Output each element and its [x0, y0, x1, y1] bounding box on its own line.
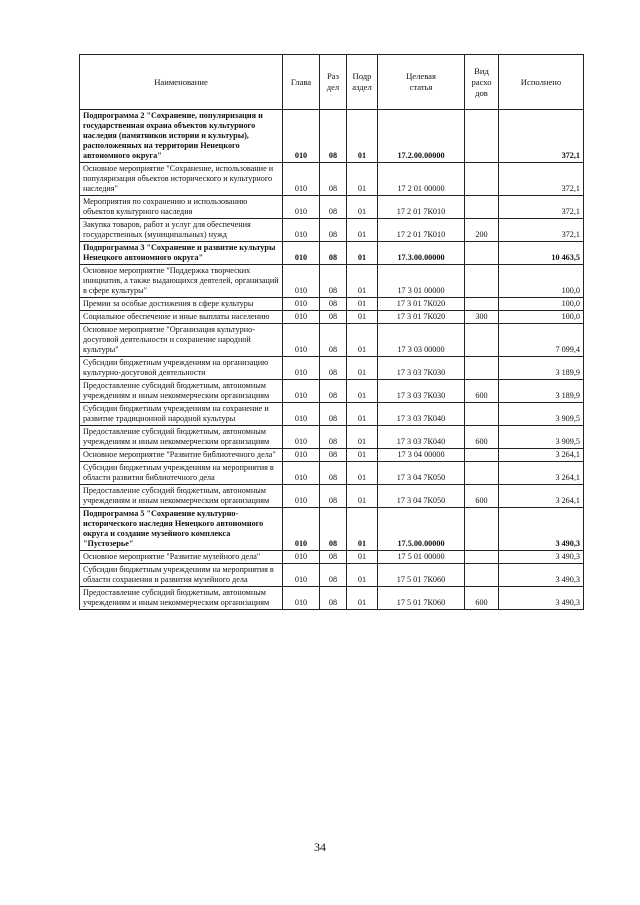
cell-glava: 010	[283, 110, 320, 163]
cell-glava: 010	[283, 449, 320, 462]
cell-target: 17 2 01 7К010	[378, 219, 465, 242]
table-row	[80, 485, 584, 508]
cell-done: 3 490,3	[499, 564, 584, 587]
cell-done: 3 189,9	[499, 357, 584, 380]
table-body	[80, 110, 584, 610]
cell-podrazdel: 01	[347, 357, 378, 380]
cell-podrazdel: 01	[347, 110, 378, 163]
cell-name: Субсидии бюджетным учреждениям на организацию культурно-досуговой деятельности	[80, 357, 283, 380]
cell-glava: 010	[283, 587, 320, 610]
cell-name: Основное мероприятие "Развитие музейного дела"	[80, 551, 283, 564]
cell-podrazdel: 01	[347, 449, 378, 462]
table-row	[80, 462, 584, 485]
cell-target: 17 3 03 7К030	[378, 357, 465, 380]
table-row	[80, 311, 584, 324]
cell-name: Премии за особые достижения в сфере культуры	[80, 298, 283, 311]
cell-razdel: 08	[320, 380, 347, 403]
cell-name: Подпрограмма 2 "Сохранение, популяризация и государственная охрана объектов культурного наследия (памятников истории и культуры), расположенных на территории Ненецкого автономного округа"	[80, 110, 283, 163]
cell-podrazdel: 01	[347, 324, 378, 357]
cell-glava: 010	[283, 508, 320, 551]
cell-target: 17.3.00.00000	[378, 242, 465, 265]
cell-glava: 010	[283, 426, 320, 449]
cell-done: 372,1	[499, 219, 584, 242]
cell-done: 3 909,5	[499, 403, 584, 426]
cell-target: 17 3 03 7К030	[378, 380, 465, 403]
cell-podrazdel: 01	[347, 403, 378, 426]
cell-done: 3 490,3	[499, 587, 584, 610]
cell-podrazdel: 01	[347, 196, 378, 219]
cell-name: Основное мероприятие "Организация культурно-досуговой деятельности и сохранение народной культуры"	[80, 324, 283, 357]
cell-done: 372,1	[499, 196, 584, 219]
cell-name: Закупка товаров, работ и услуг для обеспечения государственных (муниципальных) нужд	[80, 219, 283, 242]
table-row	[80, 242, 584, 265]
cell-glava: 010	[283, 462, 320, 485]
cell-vid: 200	[465, 219, 499, 242]
cell-razdel: 08	[320, 110, 347, 163]
cell-podrazdel: 01	[347, 298, 378, 311]
cell-name: Предоставление субсидий бюджетным, автономным учреждениям и иным некоммерческим организациям	[80, 587, 283, 610]
cell-glava: 010	[283, 380, 320, 403]
cell-name: Субсидии бюджетным учреждениям на мероприятия в области сохранения и развития музейного дела	[80, 564, 283, 587]
cell-podrazdel: 01	[347, 311, 378, 324]
table-row	[80, 357, 584, 380]
cell-done: 3 909,5	[499, 426, 584, 449]
cell-glava: 010	[283, 311, 320, 324]
cell-vid	[465, 265, 499, 298]
cell-glava: 010	[283, 242, 320, 265]
table-header-row	[80, 55, 584, 110]
cell-target: 17 2 01 7К010	[378, 196, 465, 219]
cell-name: Мероприятия по сохранению и использованию объектов культурного наследия	[80, 196, 283, 219]
cell-glava: 010	[283, 485, 320, 508]
cell-podrazdel: 01	[347, 587, 378, 610]
cell-vid	[465, 163, 499, 196]
cell-podrazdel: 01	[347, 426, 378, 449]
cell-glava: 010	[283, 357, 320, 380]
cell-target: 17 3 04 7К050	[378, 485, 465, 508]
cell-podrazdel: 01	[347, 265, 378, 298]
cell-done: 3 264,1	[499, 449, 584, 462]
cell-razdel: 08	[320, 551, 347, 564]
cell-vid: 600	[465, 380, 499, 403]
table-row	[80, 449, 584, 462]
cell-razdel: 08	[320, 242, 347, 265]
cell-name: Основное мероприятие "Развитие библиотечного дела"	[80, 449, 283, 462]
cell-podrazdel: 01	[347, 485, 378, 508]
cell-razdel: 08	[320, 311, 347, 324]
header-vid: Вид расхо дов	[465, 55, 499, 110]
cell-razdel: 08	[320, 587, 347, 610]
cell-podrazdel: 01	[347, 219, 378, 242]
cell-glava: 010	[283, 219, 320, 242]
table-row	[80, 587, 584, 610]
cell-vid	[465, 242, 499, 265]
cell-vid	[465, 403, 499, 426]
header-name: Наименование	[80, 55, 283, 110]
table-row	[80, 508, 584, 551]
header-glava: Глава	[283, 55, 320, 110]
cell-vid	[465, 324, 499, 357]
table-row	[80, 110, 584, 163]
cell-podrazdel: 01	[347, 242, 378, 265]
cell-name: Субсидии бюджетным учреждениям на сохранение и развитие традиционной народной культуры	[80, 403, 283, 426]
cell-name: Предоставление субсидий бюджетным, автономным учреждениям и иным некоммерческим организациям	[80, 485, 283, 508]
cell-target: 17 3 01 00000	[378, 265, 465, 298]
cell-vid	[465, 449, 499, 462]
cell-podrazdel: 01	[347, 462, 378, 485]
cell-name: Подпрограмма 5 "Сохранение культурно-исторического наследия Ненецкого автономного округа и создание музейного комплекса "Пустозерье"	[80, 508, 283, 551]
cell-name: Субсидии бюджетным учреждениям на мероприятия в области развития библиотечного дела	[80, 462, 283, 485]
header-target: Целевая статья	[378, 55, 465, 110]
cell-vid: 600	[465, 485, 499, 508]
cell-done: 10 463,5	[499, 242, 584, 265]
cell-razdel: 08	[320, 564, 347, 587]
table-row	[80, 380, 584, 403]
table-row	[80, 426, 584, 449]
cell-podrazdel: 01	[347, 551, 378, 564]
cell-vid	[465, 357, 499, 380]
cell-razdel: 08	[320, 265, 347, 298]
cell-vid	[465, 462, 499, 485]
cell-razdel: 08	[320, 462, 347, 485]
table-row	[80, 403, 584, 426]
cell-done: 3 490,3	[499, 551, 584, 564]
table-row	[80, 265, 584, 298]
page-number: 34	[314, 840, 326, 854]
cell-vid: 300	[465, 311, 499, 324]
cell-target: 17 3 04 00000	[378, 449, 465, 462]
cell-vid	[465, 110, 499, 163]
header-done: Исполнено	[499, 55, 584, 110]
cell-glava: 010	[283, 163, 320, 196]
cell-target: 17 3 04 7К050	[378, 462, 465, 485]
cell-name: Подпрограмма 3 "Сохранение и развитие культуры Ненецкого автономного округа"	[80, 242, 283, 265]
table-row	[80, 551, 584, 564]
table-row	[80, 324, 584, 357]
cell-vid	[465, 196, 499, 219]
cell-done: 3 264,1	[499, 485, 584, 508]
cell-done: 100,0	[499, 311, 584, 324]
cell-vid: 600	[465, 587, 499, 610]
budget-table	[79, 54, 584, 610]
cell-done: 3 264,1	[499, 462, 584, 485]
cell-razdel: 08	[320, 298, 347, 311]
cell-glava: 010	[283, 551, 320, 564]
cell-target: 17 2 01 00000	[378, 163, 465, 196]
cell-target: 17 3 03 00000	[378, 324, 465, 357]
cell-glava: 010	[283, 298, 320, 311]
cell-razdel: 08	[320, 163, 347, 196]
cell-vid	[465, 298, 499, 311]
cell-vid: 600	[465, 426, 499, 449]
cell-target: 17 3 03 7К040	[378, 403, 465, 426]
cell-target: 17.5.00.00000	[378, 508, 465, 551]
cell-done: 100,0	[499, 265, 584, 298]
cell-razdel: 08	[320, 219, 347, 242]
cell-glava: 010	[283, 564, 320, 587]
cell-podrazdel: 01	[347, 564, 378, 587]
cell-done: 3 189,9	[499, 380, 584, 403]
cell-razdel: 08	[320, 324, 347, 357]
cell-name: Социальное обеспечение и иные выплаты населению	[80, 311, 283, 324]
cell-glava: 010	[283, 324, 320, 357]
cell-done: 3 490,3	[499, 508, 584, 551]
cell-target: 17 3 03 7К040	[378, 426, 465, 449]
table-row	[80, 298, 584, 311]
cell-glava: 010	[283, 403, 320, 426]
table-row	[80, 219, 584, 242]
table-row	[80, 564, 584, 587]
cell-name: Предоставление субсидий бюджетным, автономным учреждениям и иным некоммерческим организациям	[80, 426, 283, 449]
cell-podrazdel: 01	[347, 508, 378, 551]
cell-podrazdel: 01	[347, 163, 378, 196]
cell-razdel: 08	[320, 196, 347, 219]
cell-glava: 010	[283, 196, 320, 219]
cell-target: 17.2.00.00000	[378, 110, 465, 163]
cell-razdel: 08	[320, 403, 347, 426]
cell-podrazdel: 01	[347, 380, 378, 403]
cell-name: Предоставление субсидий бюджетным, автономным учреждениям и иным некоммерческим организациям	[80, 380, 283, 403]
cell-glava: 010	[283, 265, 320, 298]
cell-vid	[465, 508, 499, 551]
cell-done: 100,0	[499, 298, 584, 311]
header-razdel: Раз дел	[320, 55, 347, 110]
cell-target: 17 5 01 7К060	[378, 564, 465, 587]
cell-target: 17 5 01 7К060	[378, 587, 465, 610]
cell-razdel: 08	[320, 449, 347, 462]
cell-target: 17 3 01 7К020	[378, 311, 465, 324]
cell-name: Основное мероприятие "Сохранение, использование и популяризация объектов исторического и культурного наследия"	[80, 163, 283, 196]
cell-done: 7 099,4	[499, 324, 584, 357]
cell-razdel: 08	[320, 357, 347, 380]
cell-done: 372,1	[499, 163, 584, 196]
cell-target: 17 5 01 00000	[378, 551, 465, 564]
table-row	[80, 163, 584, 196]
cell-name: Основное мероприятие "Поддержка творческих инициатив, а также выдающихся деятелей, организаций в сфере культуры"	[80, 265, 283, 298]
table-row	[80, 196, 584, 219]
cell-target: 17 3 01 7К020	[378, 298, 465, 311]
cell-done: 372,1	[499, 110, 584, 163]
cell-razdel: 08	[320, 508, 347, 551]
header-podrazdel: Подр аздел	[347, 55, 378, 110]
cell-razdel: 08	[320, 485, 347, 508]
cell-razdel: 08	[320, 426, 347, 449]
cell-vid	[465, 564, 499, 587]
cell-vid	[465, 551, 499, 564]
